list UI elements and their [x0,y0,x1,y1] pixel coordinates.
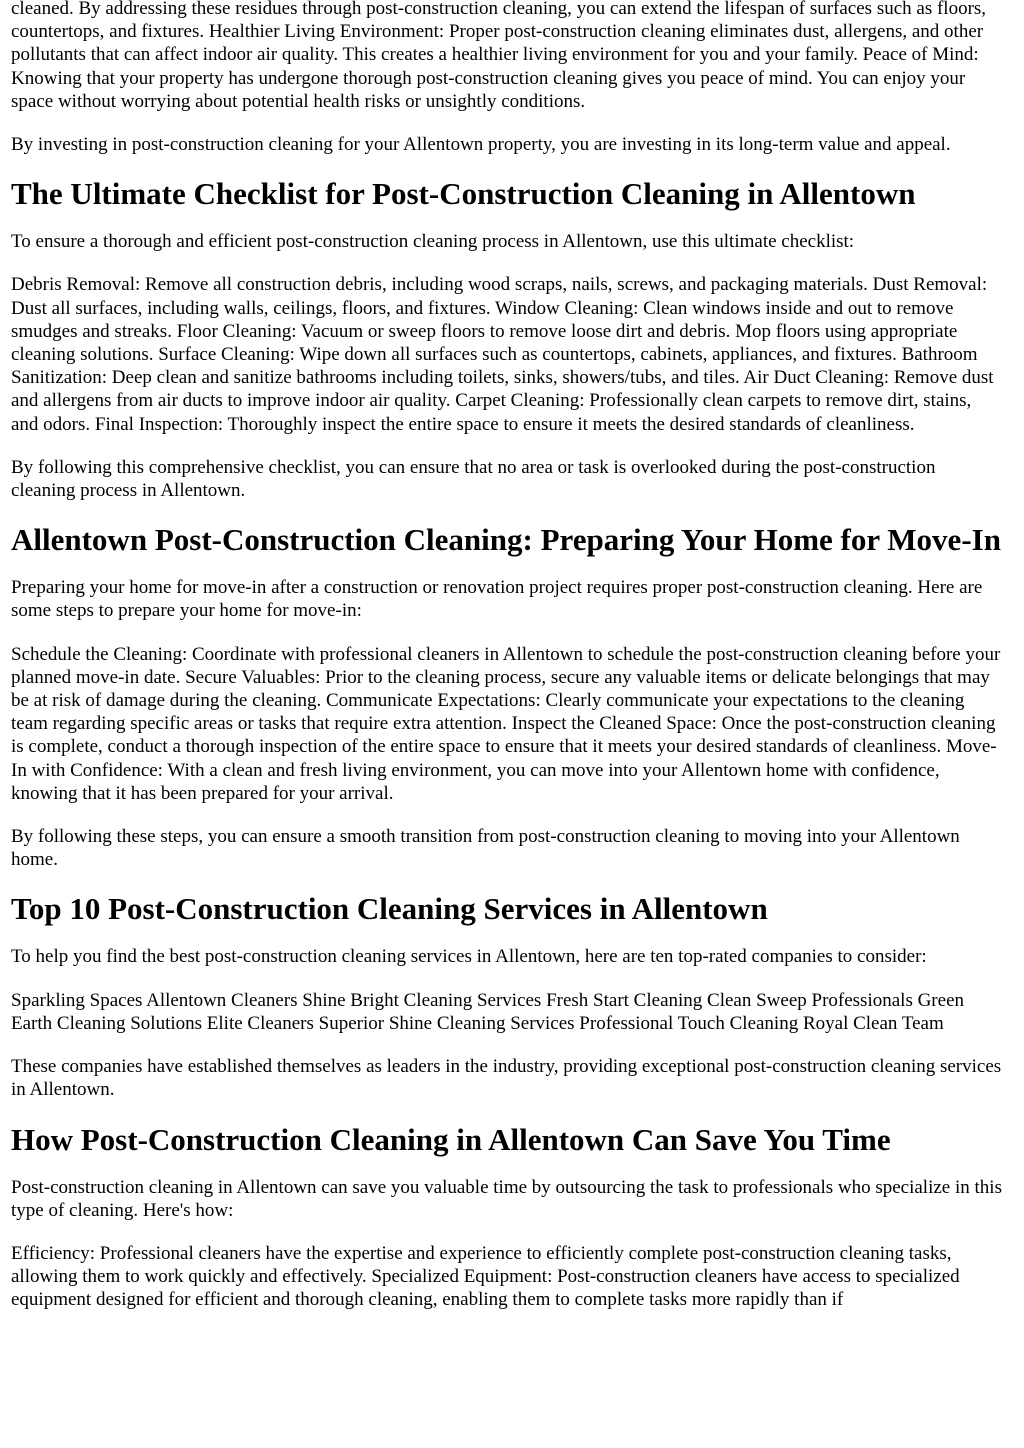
paragraph-move-in-intro: Preparing your home for move-in after a construction or renovation project requires proper post-construction cleaning. Here are some steps to prepare your home for move-in: [11,577,983,622]
paragraph-move-in-steps: Schedule the Cleaning: Coordinate with professional cleaners in Allentown to schedule the post-construction cleaning before your planned move-in date. Secure Valuables: Prior to the cleaning process, secure any valuable items or delicate belongings that may be at risk of damage during the cleaning. Communicate Expectations: Clearly communicate your expectations to the cleaning team regarding specific areas or tasks that require extra attention. Inspect the Cleaned Space: Once the post-construction cleaning is complete, conduct a thorough inspection of the entire space to ensure that it meets your desired standards of cleanliness. Move-In with Confidence: With a clean and fresh living environment, you can move into your Allentown home with confidence, knowing that it has been prepared for your arrival. [11,643,1001,804]
paragraph-checklist-summary: By following this comprehensive checklist, you can ensure that no area or task is overlooked during the post-construction cleaning process in Allentown. [11,456,936,502]
paragraph-checklist-intro: To ensure a thorough and efficient post-construction cleaning process in Allentown, use this ultimate checklist: [11,231,855,253]
paragraph-services-intro: To help you find the best post-construction cleaning services in Allentown, here are ten top-rated companies to consider: [11,946,927,968]
heading-preparing-move-in: Allentown Post-Construction Cleaning: Preparing Your Home for Move-In [11,522,1001,558]
paragraph-services-list: Sparkling Spaces Allentown Cleaners Shine Bright Cleaning Services Fresh Start Cleaning Clean Sweep Professionals Green Earth Cleaning Solutions Elite Cleaners Superior Shine Cleaning Services Professional Touch Cleaning Royal Clean Team [11,989,964,1034]
paragraph-services-summary: These companies have established themselves as leaders in the industry, providing exceptional post-construction cleaning services in Allentown. [11,1056,1002,1101]
paragraph-intro-investing: By investing in post-construction cleaning for your Allentown property, you are investing in its long-term value and appeal. [11,134,951,156]
paragraph-checklist-items: Debris Removal: Remove all construction debris, including wood scraps, nails, screws, and packaging materials. Dust Removal: Dust all surfaces, including walls, ceilings, floors, and fixtures. Window Cleaning: Clean windows inside and out to remove smudges and streaks. Floor Cleaning: Vacuum or sweep floors to remove loose dirt and debris. Mop floors using appropriate cleaning solutions. Surface Cleaning: Wipe down all surfaces such as countertops, cabinets, appliances, and fixtures. Bathroom Sanitization: Deep clean and sanitize bathrooms including toilets, sinks, showers/tubs, and tiles. Air Duct Cleaning: Remove dust and allergens from air ducts to improve indoor air quality. Carpet Cleaning: Professionally clean carpets to remove dirt, stains, and odors. Final Inspection: Thoroughly inspect the entire space to ensure it meets the desired standards of cleanliness. [11,274,994,435]
heading-top-10-services: Top 10 Post-Construction Cleaning Services in Allentown [11,891,768,927]
paragraph-save-time-intro: Post-construction cleaning in Allentown can save you valuable time by outsourcing the task to professionals who specialize in this type of cleaning. Here's how: [11,1176,1002,1221]
heading-save-time: How Post-Construction Cleaning in Allentown Can Save You Time [11,1121,891,1157]
paragraph-save-time-details: Efficiency: Professional cleaners have the expertise and experience to efficiently complete post-construction cleaning tasks, allowing them to work quickly and effectively. Specialized Equipment: Post-construction cleaners have access to specialized equipment designed for efficient and thorough cleaning, enabling them to complete tasks more rapidly than if [11,1242,960,1311]
paragraph-intro-benefits: cleaned. By addressing these residues through post-construction cleaning, you can extend the lifespan of surfaces such as floors, countertops, and fixtures. Healthier Living Environment: Proper post-construction cleaning eliminates dust, allergens, and other pollutants that can affect indoor air quality. This creates a healthier living environment for you and your family. Peace of Mind: Knowing that your property has undergone thorough post-construction cleaning gives you peace of mind. You can enjoy your space without worrying about potential health risks or unsightly conditions. [11,0,987,112]
paragraph-move-in-summary: By following these steps, you can ensure a smooth transition from post-construction cleaning to moving into your Allentown home. [11,826,960,871]
heading-ultimate-checklist: The Ultimate Checklist for Post-Construction Cleaning in Allentown [11,176,916,212]
